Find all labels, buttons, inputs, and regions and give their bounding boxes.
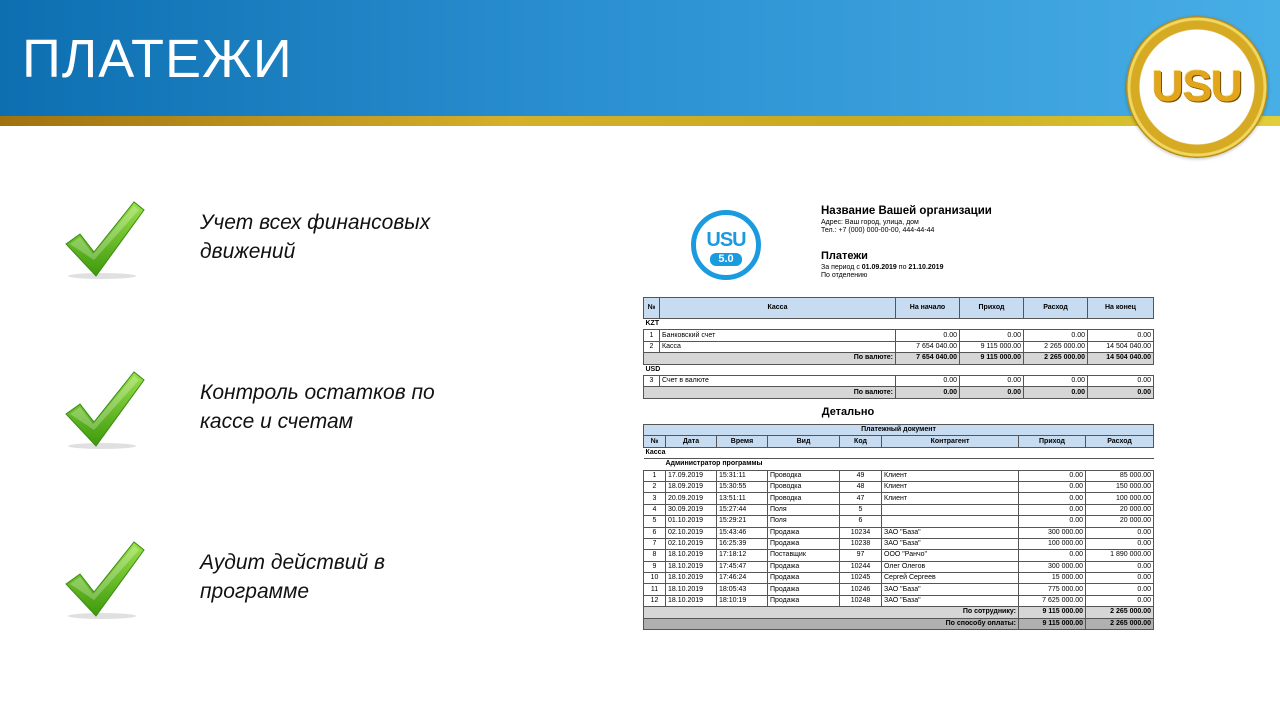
- feature-item-audit: [60, 540, 480, 630]
- table-row: 1 Банковский счет 0.00 0.00 0.00 0.00: [644, 330, 1154, 341]
- usu-logo-text: USU: [1152, 62, 1242, 111]
- checkmark-icon: [60, 540, 150, 620]
- table-row: 11 18.10.2019 18:05:43 Продажа 10246 ЗАО "База" 775 000.00 0.00: [644, 584, 1154, 595]
- cash-group-row: Касса: [644, 447, 1154, 458]
- report-title: Платежи: [821, 250, 868, 262]
- table-row: 10 18.10.2019 17:46:24 Продажа 10245 Сергей Сергеев 15 000.00 0.00: [644, 573, 1154, 584]
- organization-address: Адрес: Ваш город, улица, дом: [821, 219, 919, 226]
- report-period: За период с 01.09.2019 по 21.10.2019: [821, 264, 944, 271]
- table-row: 9 18.10.2019 17:45:47 Продажа 10244 Олег Олегов 300 000.00 0.00: [644, 561, 1154, 572]
- currency-group-row: KZT: [644, 319, 1154, 330]
- employee-group-row: Администратор программы: [644, 459, 1154, 470]
- currency-total-row: По валюте: 7 654 040.00 9 115 000.00 2 265 000.00 14 504 040.00: [644, 353, 1154, 364]
- feature-item-finance: [60, 200, 480, 290]
- table-row: 1 17.09.2019 15:31:11 Проводка 49 Клиент 0.00 85 000.00: [644, 470, 1154, 481]
- page-title: ПЛАТЕЖИ: [22, 29, 293, 89]
- feature-text: Учет всех финансовых движений: [200, 211, 431, 263]
- table-row: 3 20.09.2019 13:51:11 Проводка 47 Клиент 0.00 100 000.00: [644, 493, 1154, 504]
- table-row: 12 18.10.2019 18:10:19 Продажа 10248 ЗАО "База" 7 625 000.00 0.00: [644, 595, 1154, 606]
- summary-table: [643, 297, 1154, 399]
- table-row: 5 01.10.2019 15:29:21 Поля 6 0.00 20 000.00: [644, 516, 1154, 527]
- usu-5-logo-text: USU: [706, 229, 746, 251]
- detail-table: [643, 424, 1154, 630]
- table-row: 2 18.09.2019 15:30:55 Проводка 48 Клиент 0.00 150 000.00: [644, 481, 1154, 492]
- payments-report: [643, 200, 1153, 636]
- currency-total-row: По валюте: 0.00 0.00 0.00 0.00: [644, 387, 1154, 398]
- feature-text: Аудит действий в программе: [200, 551, 385, 603]
- summary-header-row: № Касса На начало Приход Расход На конец: [644, 298, 1154, 319]
- report-department: По отделению: [821, 272, 868, 279]
- organization-phone: Тел.: +7 (000) 000-00-00, 444-44-44: [821, 227, 935, 234]
- usu-logo: [1126, 16, 1268, 158]
- gold-divider: [0, 116, 1280, 126]
- table-row: 8 18.10.2019 17:18:12 Поставщик 97 ООО "Ранчо" 0.00 1 890 000.00: [644, 550, 1154, 561]
- organization-name: Название Вашей организации: [821, 205, 992, 217]
- detail-section-title: Детально: [821, 406, 875, 418]
- currency-group-row: USD: [644, 364, 1154, 375]
- checkmark-icon: [60, 200, 150, 280]
- usu-5-logo-version: 5.0: [710, 253, 742, 266]
- usu-5-logo: [691, 210, 761, 280]
- table-row: 4 30.09.2019 15:27:44 Поля 5 0.00 20 000.00: [644, 504, 1154, 515]
- feature-text: Контроль остатков по кассе и счетам: [200, 381, 435, 433]
- payment-method-total-row: По способу оплаты: 9 115 000.00 2 265 000.00: [644, 618, 1154, 629]
- detail-super-header-row: Платежный документ: [644, 425, 1154, 436]
- checkmark-icon: [60, 370, 150, 450]
- employee-total-row: По сотруднику: 9 115 000.00 2 265 000.00: [644, 607, 1154, 618]
- table-row: 7 02.10.2019 16:25:39 Продажа 10238 ЗАО "База" 100 000.00 0.00: [644, 538, 1154, 549]
- detail-header-row: № Дата Время Вид Код Контрагент Приход Расход: [644, 436, 1154, 447]
- table-row: 3 Счет в валюте 0.00 0.00 0.00 0.00: [644, 375, 1154, 386]
- table-row: 6 02.10.2019 15:43:46 Продажа 10234 ЗАО "База" 300 000.00 0.00: [644, 527, 1154, 538]
- feature-item-balances: [60, 370, 480, 460]
- table-row: 2 Касса 7 654 040.00 9 115 000.00 2 265 000.00 14 504 040.00: [644, 341, 1154, 352]
